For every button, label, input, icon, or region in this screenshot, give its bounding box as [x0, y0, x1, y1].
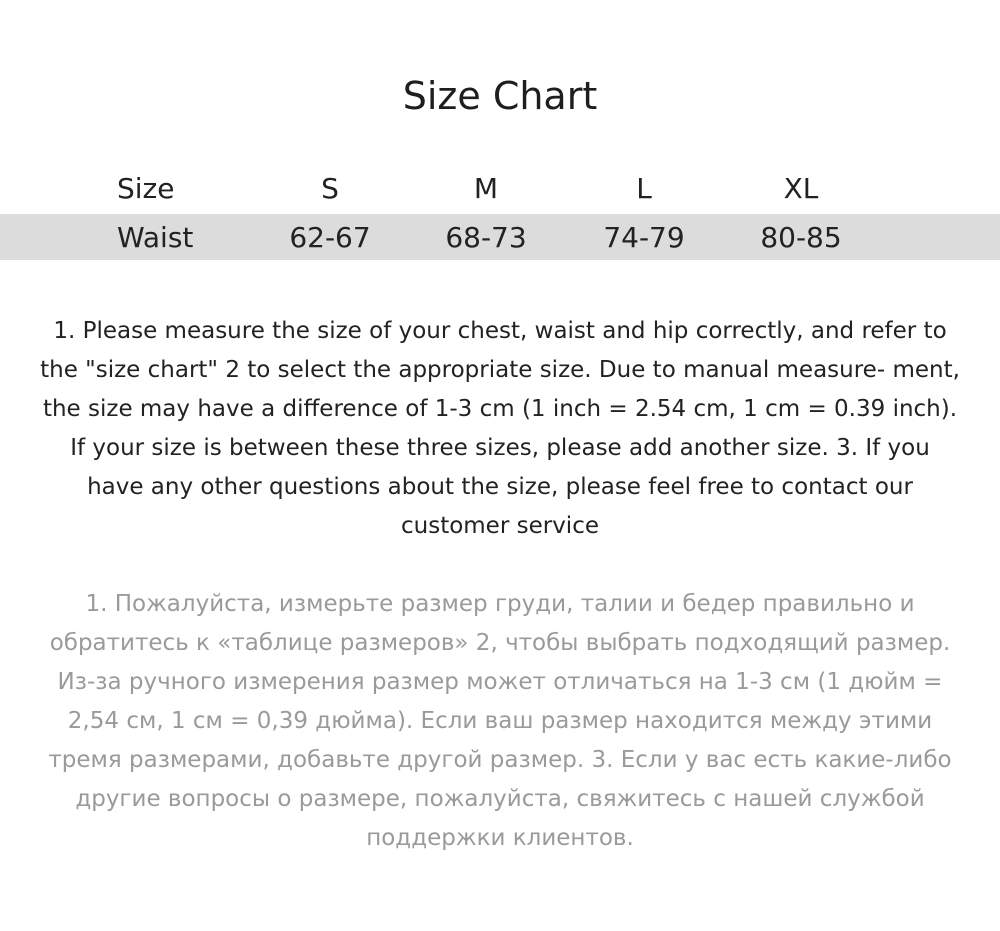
header-size-l: L	[636, 171, 652, 205]
row-label-waist: Waist	[117, 220, 194, 254]
waist-value-s: 62-67	[289, 220, 371, 254]
header-size-m: M	[473, 171, 499, 205]
waist-value-m: 68-73	[445, 220, 527, 254]
table-header-row	[0, 162, 1000, 214]
waist-value-xl: 80-85	[760, 220, 842, 254]
waist-value-l: 74-79	[603, 220, 685, 254]
size-table	[0, 162, 1000, 260]
header-label-size: Size	[117, 171, 175, 205]
page-title: Size Chart	[402, 74, 598, 118]
header-size-s: S	[321, 171, 339, 205]
header-size-xl: XL	[783, 171, 819, 205]
table-row-waist	[0, 214, 1000, 260]
russian-instructions: 1. Пожалуйста, измерьте размер груди, талии и бедер правильно и обратитесь к «таблице размеров» 2, чтобы выбрать подходящий размер. Из-за ручного измерения размер может отличаться на 1-3 см (1 дюйм = 2,54 см, 1 см = 0,39 дюйма). Если ваш размер находится между этими тремя размерами, добавьте другой размер. 3. Если у вас есть какие-либо другие вопросы о размере, пожалуйста, свяжитесь с нашей службой поддержки клиентов.	[48, 591, 952, 851]
english-instructions: 1. Please measure the size of your chest, waist and hip correctly, and refer to the "size chart" 2 to select the appropriate size. Due to manual measure- ment, the size may have a difference of 1-3 cm (1 inch = 2.54 cm, 1 cm = 0.39 inch). If your size is between these three sizes, please add another size. 3. If you have any other questions about the size, please feel free to contact our customer service	[40, 318, 960, 539]
